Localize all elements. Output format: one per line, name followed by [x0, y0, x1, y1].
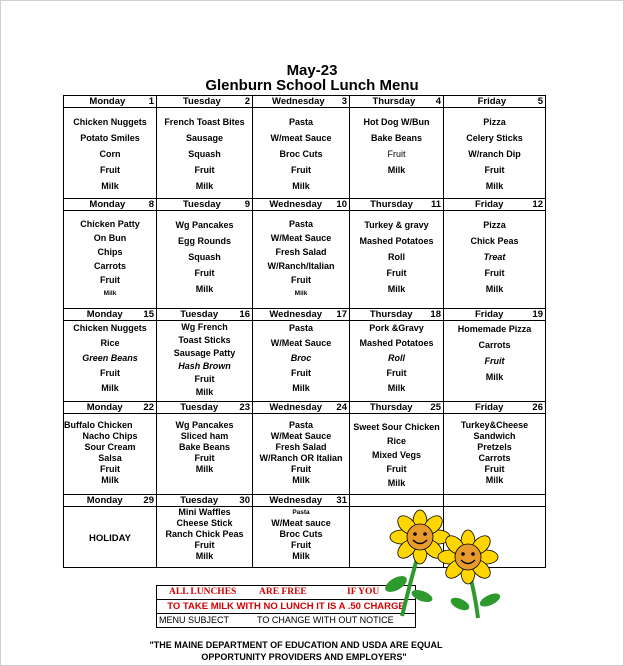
day-header [444, 309, 546, 321]
day-menu-cell [157, 108, 253, 199]
day-date: 8 [148, 199, 154, 210]
menu-item: Sausage Patty [173, 348, 236, 358]
menu-item: Corn [99, 149, 121, 159]
menu-item: Milk [387, 383, 406, 393]
day-name: Thursday [372, 96, 416, 107]
menu-item-list [444, 321, 545, 385]
empty-header-cell [350, 495, 444, 507]
week-header-row [64, 309, 546, 321]
menu-item: Wg French [181, 322, 228, 332]
lunch-menu-table [63, 95, 546, 568]
menu-item-list [64, 414, 156, 486]
day-menu-cell [350, 211, 444, 309]
menu-item: Cheese Stick [176, 518, 233, 528]
menu-item: Egg Rounds [178, 236, 231, 246]
day-header [253, 402, 350, 414]
menu-item: Fruit [194, 540, 215, 550]
menu-item: Milk [387, 478, 406, 488]
day-date: 26 [532, 402, 543, 413]
menu-item-list [444, 211, 545, 297]
day-menu-cell [64, 414, 157, 495]
menu-item: Fruit [291, 368, 311, 378]
day-date: 1 [148, 96, 154, 107]
day-menu-cell [444, 211, 546, 309]
menu-item: W/Ranch/Italian [267, 261, 335, 271]
menu-item: Roll [388, 353, 405, 363]
menu-item: Chicken Nuggets [73, 117, 147, 127]
menu-item: Milk [292, 181, 310, 191]
menu-item: Milk [485, 475, 504, 485]
day-header [444, 96, 546, 108]
menu-item: Milk [387, 284, 406, 294]
menu-item: W/Meat Sauce [270, 431, 332, 441]
menu-item: Mixed Vegs [371, 450, 422, 460]
day-date: 9 [244, 199, 250, 210]
day-date: 18 [430, 309, 441, 320]
menu-item-list [253, 507, 349, 562]
menu-item: Pork &Gravy [369, 323, 424, 333]
menu-item: Milk [292, 475, 310, 485]
day-name: Wednesday [269, 495, 323, 506]
day-header [64, 309, 157, 321]
day-name: Tuesday [180, 309, 219, 320]
day-date: 11 [430, 199, 441, 210]
menu-item: Chicken Nuggets [73, 323, 147, 333]
menu-item: Fruit [194, 165, 215, 175]
menu-item: French Toast Bites [164, 117, 245, 127]
menu-item: Fruit [484, 268, 505, 278]
menu-item-list [350, 108, 443, 178]
menu-item: Bake Beans [370, 133, 423, 143]
menu-item: Pasta [288, 323, 314, 333]
menu-item: W/Meat Sauce [270, 338, 332, 348]
menu-item-list [350, 211, 443, 297]
menu-item: Wg Pancakes [175, 220, 234, 230]
menu-item: Hot Dog W/Bun [363, 117, 430, 127]
menu-item: Squash [188, 149, 221, 159]
menu-item: Milk [195, 464, 214, 474]
menu-item-list [350, 414, 443, 490]
menu-item: Fruit [484, 356, 505, 366]
day-header [444, 199, 546, 211]
footer-line-1: "THE MAINE DEPARTMENT OF EDUCATION AND USDA ARE EQUAL [149, 640, 443, 650]
menu-item: Hash Brown [178, 361, 231, 371]
day-header [157, 199, 253, 211]
day-date: 23 [239, 402, 250, 413]
menu-item: Fruit [291, 275, 311, 285]
menu-item: Milk [294, 290, 308, 297]
menu-item: Fruit [100, 368, 120, 378]
day-menu-cell [253, 414, 350, 495]
day-name: Friday [474, 402, 504, 413]
notice-subject-to-change-line [156, 614, 416, 628]
day-date: 12 [532, 199, 543, 210]
day-name: Wednesday [269, 309, 323, 320]
menu-item: Homemade Pizza [457, 324, 532, 334]
notice-milk-charge-line: TO TAKE MILK WITH NO LUNCH IT IS A .50 CHARGE [156, 600, 416, 614]
day-header [157, 309, 253, 321]
menu-item: Sliced ham [180, 431, 229, 441]
menu-item: Fruit [386, 464, 407, 474]
menu-item-list [444, 414, 545, 486]
menu-item-list [64, 108, 156, 194]
day-name: Tuesday [182, 96, 221, 107]
menu-item: Pasta [288, 420, 314, 430]
menu-item: Fruit [100, 464, 120, 474]
menu-item: Sweet Sour Chicken [353, 422, 440, 432]
menu-item: Fruit [194, 374, 215, 384]
menu-item: Fresh Salad [275, 442, 327, 452]
menu-item-list [253, 321, 349, 396]
day-name: Tuesday [180, 402, 219, 413]
day-menu-cell [444, 414, 546, 495]
menu-item: Ranch Chick Peas [165, 529, 244, 539]
day-date: 3 [341, 96, 347, 107]
day-menu-cell [157, 414, 253, 495]
menu-item: Pasta [288, 219, 314, 229]
menu-item: Milk [292, 383, 310, 393]
menu-item: Squash [188, 252, 221, 262]
week-items-row [64, 414, 546, 495]
footer-line-2: OPPORTUNITY PROVIDERS AND EMPLOYERS" [201, 652, 407, 662]
day-menu-cell [444, 108, 546, 199]
day-name: Friday [474, 309, 504, 320]
day-name: Tuesday [180, 495, 219, 506]
day-menu-cell [253, 108, 350, 199]
notice-text: MENU SUBJECT [159, 615, 230, 625]
menu-item: Fruit [194, 268, 215, 278]
day-name: Monday [89, 199, 126, 210]
menu-item: Milk [103, 290, 117, 297]
menu-item: W/Meat Sauce [270, 233, 332, 243]
day-date: 15 [143, 309, 154, 320]
menu-item: Sausage [185, 133, 224, 143]
day-menu-cell [350, 321, 444, 402]
day-date: 25 [430, 402, 441, 413]
menu-item-list [253, 414, 349, 486]
menu-item-list [157, 507, 252, 562]
day-date: 29 [143, 495, 154, 506]
menu-item: Pizza [483, 117, 506, 127]
day-name: Thursday [370, 199, 413, 210]
menu-item: Carrots [478, 453, 511, 463]
menu-item: Celery Sticks [466, 133, 523, 143]
week-header-row [64, 495, 546, 507]
menu-item: Fruit [291, 464, 311, 474]
menu-item: Fruit [291, 165, 311, 175]
day-name: Monday [86, 495, 123, 506]
menu-item: Chicken Patty [80, 219, 140, 229]
menu-item: Carrots [93, 261, 126, 271]
day-menu-cell [350, 108, 444, 199]
menu-item: Nacho Chips [82, 431, 138, 441]
menu-item: Chips [97, 247, 123, 257]
day-name: Friday [474, 199, 504, 210]
day-header [64, 495, 157, 507]
menu-item: Sour Cream [84, 442, 136, 452]
day-header [253, 199, 350, 211]
day-date: 5 [537, 96, 543, 107]
menu-item-list [350, 321, 443, 396]
day-header [253, 309, 350, 321]
menu-item: Sandwich [473, 431, 516, 441]
notice-text: IF YOU [347, 587, 380, 597]
day-date: 24 [336, 402, 347, 413]
menu-item-list [157, 211, 252, 297]
menu-item: Pasta [288, 117, 314, 127]
notice-box [156, 585, 416, 628]
notice-free-lunch-line [156, 585, 416, 600]
menu-item: Fruit [386, 268, 407, 278]
menu-item: Mashed Potatoes [359, 338, 434, 348]
day-name: Wednesday [272, 96, 325, 107]
menu-item: Fruit [484, 464, 505, 474]
menu-item: Carrots [478, 340, 511, 350]
day-name: Wednesday [269, 402, 323, 413]
menu-item: Fresh Salad [275, 247, 327, 257]
menu-item: Fruit [291, 540, 311, 550]
day-name: Tuesday [182, 199, 221, 210]
menu-item: Fruit [100, 275, 120, 285]
holiday-label: HOLIDAY [89, 533, 131, 544]
day-header [350, 309, 444, 321]
menu-item: Pizza [483, 220, 506, 230]
menu-item-list [64, 321, 156, 396]
menu-item: Milk [485, 372, 504, 382]
menu-item-list [444, 108, 545, 194]
menu-item: W/meat Sauce [270, 133, 332, 143]
day-header [157, 402, 253, 414]
menu-item: Buffalo Chicken [64, 420, 133, 430]
menu-item: Chick Peas [470, 236, 519, 246]
menu-item: Bake Beans [178, 442, 231, 452]
week-header-row [64, 96, 546, 108]
menu-item: Broc [290, 353, 312, 363]
menu-item: Toast Sticks [178, 335, 231, 345]
week-items-row [64, 321, 546, 402]
menu-item: Salsa [98, 453, 122, 463]
menu-item: Roll [388, 252, 405, 262]
menu-item: Turkey&Cheese [460, 420, 529, 430]
menu-month-title: May-23 [286, 62, 338, 79]
menu-item-list [253, 108, 349, 194]
day-date: 10 [336, 199, 347, 210]
day-date: 17 [336, 309, 347, 320]
menu-item: W/ranch Dip [468, 149, 521, 159]
day-name: Wednesday [269, 199, 323, 210]
menu-item: Broc Cuts [279, 529, 323, 539]
day-menu-cell [444, 321, 546, 402]
menu-item-list [253, 211, 349, 301]
day-header [350, 402, 444, 414]
menu-item: Rice [100, 338, 120, 348]
menu-item: Milk [387, 165, 406, 175]
day-header [350, 96, 444, 108]
day-menu-cell [253, 507, 350, 568]
day-header [64, 402, 157, 414]
week-header-row [64, 402, 546, 414]
menu-item: Milk [101, 383, 119, 393]
day-name: Thursday [369, 309, 413, 320]
day-date: 30 [239, 495, 250, 506]
day-date: 19 [532, 309, 543, 320]
menu-item: Turkey & gravy [364, 220, 429, 230]
day-header [157, 96, 253, 108]
notice-text: TO CHANGE WITH OUT NOTICE [257, 615, 394, 625]
menu-item: Green Beans [82, 353, 138, 363]
menu-item: Potato Smiles [80, 133, 140, 143]
day-date: 31 [336, 495, 347, 506]
day-name: Thursday [369, 402, 413, 413]
menu-item: Fruit [484, 165, 505, 175]
menu-item: Fruit [100, 165, 120, 175]
menu-school-title: Glenburn School Lunch Menu [205, 77, 419, 94]
menu-item: Milk [292, 551, 310, 561]
day-menu-cell [253, 321, 350, 402]
day-header [444, 402, 546, 414]
day-menu-cell [157, 321, 253, 402]
menu-item: Milk [195, 284, 214, 294]
menu-item: W/Ranch OR Italian [259, 453, 343, 463]
menu-item: Fruit [194, 453, 215, 463]
day-header [64, 199, 157, 211]
menu-item: Broc Cuts [279, 149, 323, 159]
sunflower-right [438, 530, 498, 584]
week-items-row [64, 211, 546, 309]
day-menu-cell [64, 211, 157, 309]
menu-item: On Bun [93, 233, 127, 243]
day-date: 22 [143, 402, 154, 413]
empty-header-cell [444, 495, 546, 507]
menu-item: Pasta [292, 509, 310, 516]
menu-item: Milk [195, 551, 214, 561]
week-header-row [64, 199, 546, 211]
menu-item-list [157, 321, 252, 399]
day-date: 2 [244, 96, 250, 107]
sunflowers-clipart [380, 508, 508, 620]
menu-item: Treat [483, 252, 506, 262]
menu-item: Pretzels [477, 442, 512, 452]
day-header [350, 199, 444, 211]
day-header [253, 96, 350, 108]
day-name: Monday [89, 96, 126, 107]
day-date: 4 [435, 96, 441, 107]
menu-item: Milk [485, 181, 504, 191]
day-menu-cell [157, 211, 253, 309]
day-header [253, 495, 350, 507]
menu-item-list [157, 108, 252, 194]
day-menu-cell [253, 211, 350, 309]
day-menu-cell [64, 321, 157, 402]
menu-item: Mini Waffles [178, 507, 231, 517]
notice-text: ALL LUNCHES [169, 587, 237, 597]
menu-item: Mashed Potatoes [359, 236, 434, 246]
day-date: 16 [239, 309, 250, 320]
menu-item: Fruit [387, 149, 406, 159]
menu-item-list [157, 414, 252, 475]
menu-item: Milk [101, 181, 119, 191]
menu-item: Fruit [386, 368, 407, 378]
menu-item: Milk [195, 387, 214, 397]
day-menu-cell [157, 507, 253, 568]
day-name: Monday [86, 402, 123, 413]
day-menu-cell [64, 507, 157, 568]
day-header [64, 96, 157, 108]
week-items-row [64, 108, 546, 199]
menu-item: W/Meat sauce [271, 518, 331, 528]
menu-item: Wg Pancakes [175, 420, 234, 430]
day-header [157, 495, 253, 507]
menu-item: Milk [101, 475, 119, 485]
day-menu-cell [350, 414, 444, 495]
menu-item: Rice [386, 436, 406, 446]
menu-item-list [64, 211, 156, 301]
day-name: Monday [86, 309, 123, 320]
notice-text: ARE FREE [259, 587, 307, 597]
day-name: Friday [477, 96, 507, 107]
menu-item: Milk [195, 181, 214, 191]
day-menu-cell [64, 108, 157, 199]
menu-item: Milk [485, 284, 504, 294]
